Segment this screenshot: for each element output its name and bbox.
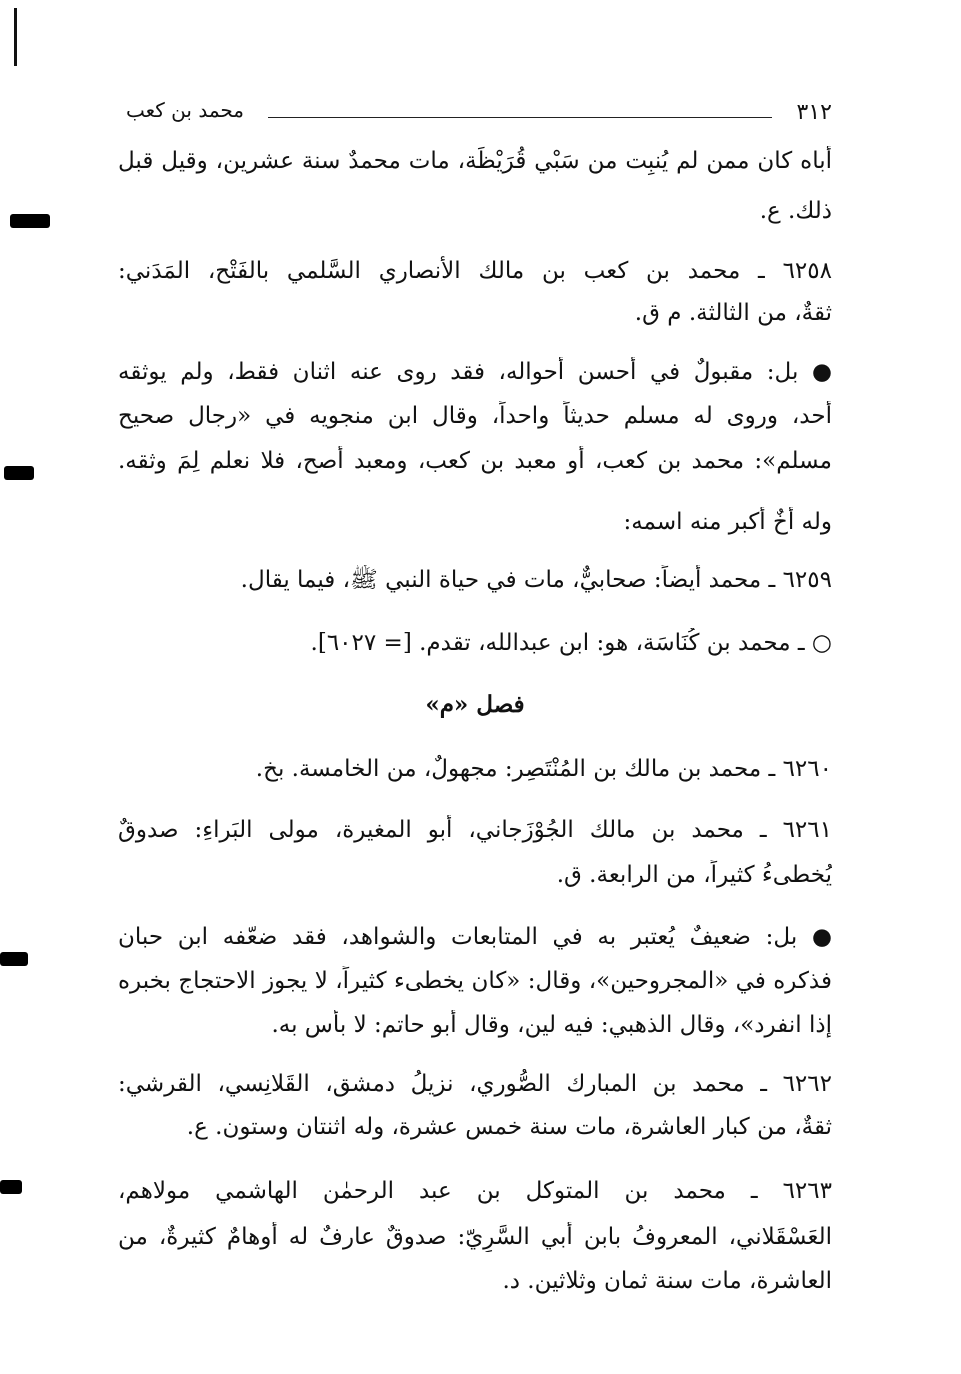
comment-line: فذكره في «المجروحين»، وقال: «كان يخطىء كثيراً، لا يجوز الاحتجاج بخبره	[118, 968, 832, 994]
margin-tab-mark	[0, 952, 28, 966]
entry-6262-line: ٦٢٦٢ ـ محمد بن المبارك الصُّوري، نزيلُ دمشق، القَلانِسي، القرشي:	[118, 1071, 832, 1097]
comment-line: إذا انفرد»، وقال الذهبي: فيه لين، وقال أبو حاتم: لا بأس به.	[271, 1012, 832, 1038]
entry-6261-line: يُخطىءُ كثيراً، من الرابعة. ق.	[556, 862, 832, 888]
entry-6262-line: ثقةٌ، من كبار العاشرة، مات سنة خمس عشرة، وله اثنتان وستون. ع.	[186, 1114, 832, 1140]
entry-6260-line: ٦٢٦٠ ـ محمد بن مالك بن المُنْتَصِر: مجهولٌ، من الخامسة. بخ.	[255, 756, 832, 782]
section-heading: فصل «م»	[425, 691, 525, 718]
page-header	[120, 98, 832, 128]
comment-line: ● بل: مقبولٌ في أحسن أحواله، فقد روى عنه اثنان فقط، ولم يوثقه	[118, 359, 832, 385]
text-line: أباه كان ممن لم يُنبِت من سَبْي قُرَيْظَة، مات محمدٌ سنة عشرين، وقيل قبل	[118, 148, 832, 174]
text-line: وله أخٌ أكبر منه اسمه:	[623, 509, 832, 535]
scan-edge-line	[14, 8, 17, 66]
entry-6263-line: العَسْقَلاني، المعروفُ بابن أبي السَّرِيّ: صدوقٌ عارفٌ له أوهامٌ كثيرةٌ، من	[118, 1224, 832, 1250]
margin-tab-mark	[0, 1180, 22, 1194]
entry-6261-line: ٦٢٦١ ـ محمد بن مالك الجُوْزَجاني، أبو المغيرة، مولى البَراءِ: صدوقٌ	[118, 817, 832, 843]
cross-reference-line: ○ ـ محمد بن كُنَاسَة، هو: ابن عبدالله، تقدم. [= ٦٠٢٧].	[310, 630, 832, 656]
entry-6263-line: العاشرة، مات سنة ثمان وثلاثين. د.	[502, 1268, 832, 1294]
entry-6258-line: ٦٢٥٨ ـ محمد بن كعب بن مالك الأنصاري السَّلمي بالفَتْح، المَدَني:	[118, 258, 832, 284]
comment-line: مسلم»: محمد بن كعب، أو معبد بن كعب، ومعبد أصح، فلا نعلم لِمَ وثقه.	[118, 448, 832, 474]
running-title: محمد بن كعب	[126, 98, 244, 122]
entry-6259-line: ٦٢٥٩ ـ محمد أيضاً: صحابيٌّ، مات في حياة النبي ﷺ، فيما يقال.	[240, 567, 832, 593]
margin-tab-mark	[4, 466, 34, 480]
margin-tab-mark	[10, 214, 50, 228]
text-line: ذلك. ع.	[759, 198, 832, 224]
comment-line: ● بل: ضعيفٌ يُعتبر به في المتابعات والشواهد، فقد ضعّفه ابن حبان	[118, 924, 832, 950]
header-rule	[268, 117, 772, 118]
entry-6258-line: ثقةٌ، من الثالثة. م ق.	[634, 300, 832, 326]
comment-line: أحد، وروى له مسلم حديثاً واحداً، وقال ابن منجويه في «رجال صحيح	[118, 403, 832, 429]
page-number: ٣١٢	[796, 100, 832, 125]
entry-6263-line: ٦٢٦٣ ـ محمد بن المتوكل بن عبد الرحمٰن الهاشمي مولاهم،	[118, 1178, 832, 1204]
